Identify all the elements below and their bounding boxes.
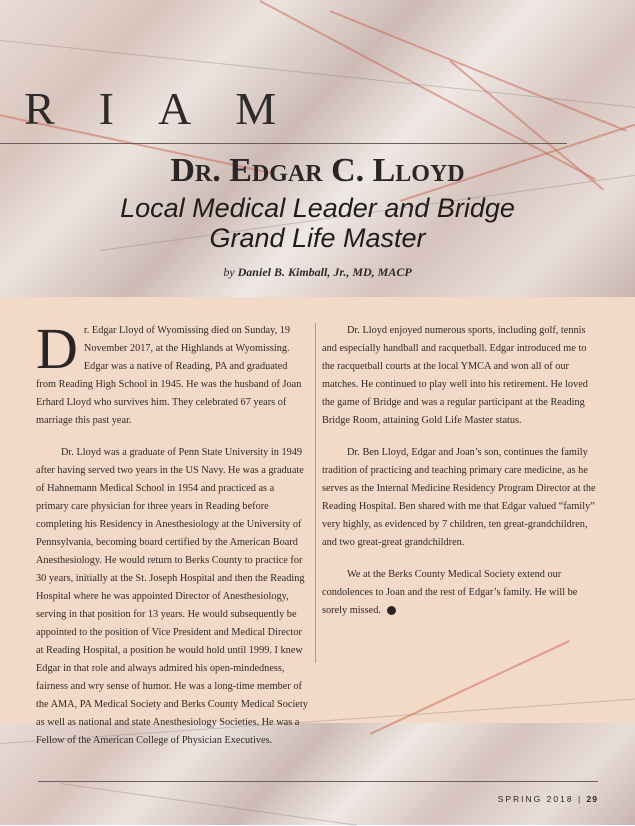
article-title: Dr. Edgar C. Lloyd [170,152,465,189]
header-rule [0,143,567,144]
paragraph-text: r. Edgar Lloyd of Wyomissing died on Sunday, 19 November 2017, at the Highlands at Wyomissing. Edgar was a native of Reading, PA and graduated from Reading High School in 1945. He was the husband of Joan Erhard Lloyd who survives him. They celebrated 67 years of marriage this past year. [36,325,302,426]
byline-prefix: by [223,265,235,279]
paragraph: Dr. Lloyd was a graduate of Penn State University in 1949 after having served two years in the US Navy. He was a graduate of Hahnemann Medical School in 1954 and practiced as a primary care physician for three years in Reading before completing his Residency in Anesthesiology at the University of Pennsylvania, becoming board certified by the American Board Anesthesiology. He would return to Berks County to practice for 30 years, initially at the St. Joseph Hospital and then the Reading Hospital where he was appointed Director of Anesthesiology, serving in that position for 13 years. He would subsequently be appointed to the position of Vice President and Medical Director at Reading Hospital, a position he would hold until 1999. I knew Edgar in that role and always admired his open-mindedness, fairness and wry sense of humor. He was a long-time member of the AMA, PA Medical Society and Berks County Medical Society as well as national and state Anesthesiology Societies. He was a Fellow of the American College of Physician Executives. [36,447,308,746]
drop-cap: D [36,316,78,381]
section-title: RIAM [24,83,321,134]
footer-rule [38,781,598,782]
page-footer [498,794,598,804]
issue-label: SPRING 2018 [497,794,574,804]
column-divider [315,323,316,663]
subtitle-line-1: Local Medical Leader and Bridge [120,193,515,223]
paragraph [322,566,600,620]
article-left-column [36,316,309,764]
end-of-article-icon [387,606,396,615]
paragraph: Dr. Ben Lloyd, Edgar and Joan’s son, continues the family tradition of practicing and teaching primary care medicine, as he serves as the Internal Medicine Residency Program Director at the Reading Hospital. Ben shared with me that Edgar valued “family” very highly, as evidenced by 7 children, ten great-grandchildren, and two great-great grandchildren. [322,447,596,548]
footer-separator: | [577,794,583,804]
byline [0,265,635,280]
article-subtitle [0,193,635,253]
paragraph: Dr. Lloyd enjoyed numerous sports, including golf, tennis and especially handball and racquetball. Edgar introduced me to the racquetball courts at the local YMCA and won all of our matches. He continued to play well into his retirement. He loved the game of Bridge and was a regular participant at the Reading Bridge Room, attaining Gold Life Master status. [322,325,588,426]
subtitle-line-2: Grand Life Master [209,223,426,253]
page-number: 29 [586,794,598,804]
article-right-column [322,322,600,634]
paragraph-text: We at the Berks County Medical Society extend our condolences to Joan and the rest of Edgar’s family. He will be sorely missed. [322,569,578,616]
byline-author: Daniel B. Kimball, Jr., MD, MACP [237,265,412,279]
paragraph [36,316,309,430]
